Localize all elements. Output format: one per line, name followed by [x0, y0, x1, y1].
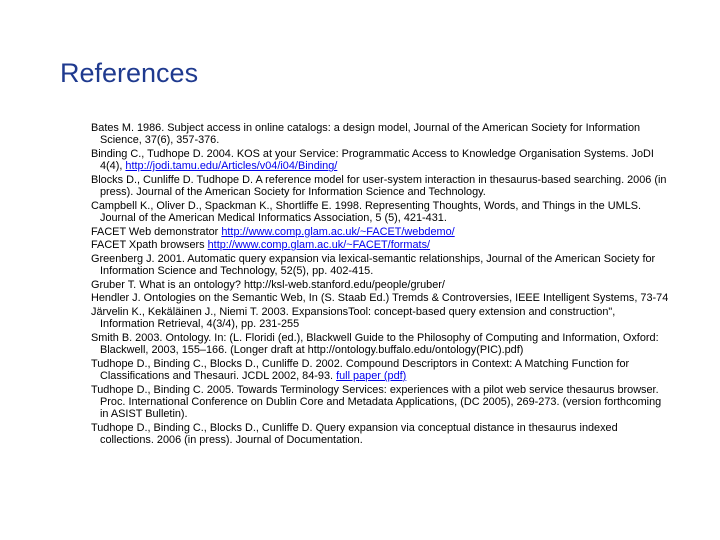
page-title: References — [60, 58, 199, 88]
reference-item — [91, 200, 671, 225]
reference-item — [91, 332, 671, 357]
reference-link[interactable]: http://jodi.tamu.edu/Articles/v04/i04/Binding/ — [125, 160, 338, 173]
reference-text: Tudhope D., Binding C., Blocks D., Cunliffe D. Query expansion via conceptual distance in thesaurus indexed collections. 2006 (in press). Journal of Documentation. — [91, 421, 618, 446]
reference-item — [91, 422, 671, 447]
reference-text: Campbell K., Oliver D., Spackman K., Shortliffe E. 1998. Representing Thoughts, Words, and Things in the UMLS. Journal of the American Medical Informatics Association, 5 (5), 421-431. — [91, 199, 642, 224]
reference-text: FACET Xpath browsers — [91, 239, 208, 252]
reference-item — [91, 279, 671, 291]
reference-text: Gruber T. What is an ontology? http://ksl-web.stanford.edu/people/gruber/ — [91, 278, 445, 291]
reference-text: Tudhope D., Binding C. 2005. Towards Terminology Services: experiences with a pilot web service thesaurus browser. Proc. International Conference on Dublin Core and Metadata Applications, (DC 2005), 269-273. (version forthcoming in ASIST Bulletin). — [91, 383, 662, 421]
reference-text: Tudhope D., Binding C., Blocks D., Cunliffe D. 2002. Compound Descriptors in Context: A Matching Function for Classifications and Thesauri. JCDL 2002, 84-93. — [91, 357, 630, 382]
reference-list — [91, 122, 671, 448]
reference-item — [91, 239, 671, 251]
reference-item — [91, 122, 671, 147]
reference-text: Blocks D., Cunliffe D. Tudhope D. A reference model for user-system interaction in thesaurus-based searching. 2006 (in press). Journal of the American Society for Information Science and Technology. — [91, 173, 667, 199]
reference-text: Binding C., Tudhope D. 2004. KOS at your Service: Programmatic Access to Knowledge Organisation Systems. JoDI 4(4), — [91, 147, 654, 173]
reference-item — [91, 358, 671, 383]
reference-text: Hendler J. Ontologies on the Semantic Web, In (S. Staab Ed.) Tremds & Controversies, IEEE Intelligent Systems, 73-74 — [91, 292, 669, 305]
reference-link[interactable]: http://www.comp.glam.ac.uk/~FACET/webdemo/ — [221, 225, 455, 238]
reference-item — [91, 292, 671, 304]
reference-item — [91, 148, 671, 173]
reference-item — [91, 384, 671, 421]
reference-text: Greenberg J. 2001. Automatic query expansion via lexical-semantic relationships, Journal of the American Society for Information Science and Technology, 52(5), pp. 402-415. — [91, 252, 656, 278]
reference-item — [91, 226, 671, 238]
reference-item — [91, 306, 671, 331]
reference-link[interactable]: http://www.comp.glam.ac.uk/~FACET/formats/ — [207, 239, 431, 252]
reference-item — [91, 253, 671, 278]
reference-text: Järvelin K., Kekäläinen J., Niemi T. 2003. ExpansionsTool: concept-based query extension and construction", Information Retrieval, 4(3/4), pp. 231-255 — [91, 305, 616, 331]
reference-item — [91, 174, 671, 199]
reference-text: FACET Web demonstrator — [91, 225, 222, 238]
reference-text: Smith B. 2003. Ontology. In: (L. Floridi (ed.), Blackwell Guide to the Philosophy of Computing and Information, Oxford: Blackwell, 2003, 155–166. (Longer draft at http://ontology.buffalo.edu/ontology(PIC).pdf) — [91, 331, 659, 357]
reference-link[interactable]: full paper (pdf) — [336, 369, 407, 382]
reference-text: Bates M. 1986. Subject access in online catalogs: a design model, Journal of the American Society for Information Science, 37(6), 357-376. — [91, 122, 641, 147]
